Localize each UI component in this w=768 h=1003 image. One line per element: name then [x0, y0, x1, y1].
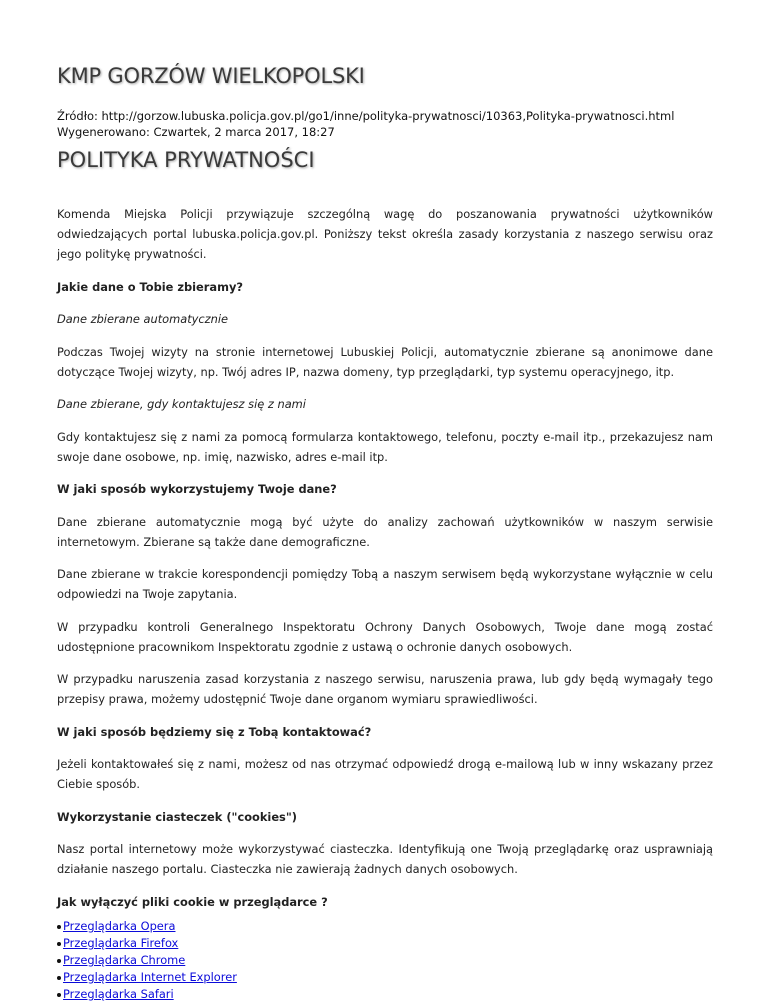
paragraph-auto-data: Podczas Twojej wizyty na stronie internetowej Lubuskiej Policji, automatycznie zbierane są anonimowe dane dotyczące Twojej wizyty, np. Twój adres IP, nazwa domeny, typ przeglądarki, typ systemu operacyjnego, itp.	[57, 344, 713, 379]
paragraph-use-2: Dane zbierane w trakcie korespondencji pomiędzy Tobą a naszym serwisem będą wykorzystane wyłącznie w celu odpowiedzi na Twoje zapytania.	[57, 567, 713, 601]
list-item	[57, 935, 713, 952]
site-title: KMP GORZÓW WIELKOPOLSKI	[57, 64, 365, 88]
list-item	[57, 986, 713, 1003]
link-opera[interactable]: Przeglądarka Opera	[63, 919, 176, 933]
bullet-icon	[57, 976, 61, 980]
list-item	[57, 952, 713, 969]
bullet-icon	[57, 925, 61, 929]
subheading-auto-data: Dane zbierane automatycznie	[57, 312, 229, 326]
heading-data-use: W jaki sposób wykorzystujemy Twoje dane?	[57, 482, 337, 496]
link-safari[interactable]: Przeglądarka Safari	[63, 987, 174, 1001]
generated-line: Wygenerowano: Czwartek, 2 marca 2017, 18:27	[57, 124, 335, 139]
bullet-icon	[57, 942, 61, 946]
heading-disable-cookies: Jak wyłączyć pliki cookie w przeglądarce ?	[57, 894, 328, 909]
bullet-icon	[57, 959, 61, 963]
intro-paragraph: Komenda Miejska Policji przywiązuje szczególną wagę do poszanowania prywatności użytkowników odwiedzających portal lubuska.policja.gov.pl. Poniższy tekst określa zasady korzystania z naszego serwisu oraz jego politykę prywatności.	[57, 207, 713, 261]
source-line: Źródło: http://gorzow.lubuska.policja.gov.pl/go1/inne/polityka-prywatnosci/10363,Polityka-prywatnosci.html	[57, 109, 675, 123]
subheading-contact-data: Dane zbierane, gdy kontaktujesz się z nami	[57, 397, 306, 411]
paragraph-use-1: Dane zbierane automatycznie mogą być użyte do analizy zachowań użytkowników w naszym serwisie internetowym. Zbierane są także dane demograficzne.	[57, 514, 713, 549]
paragraph-use-4: W przypadku naruszenia zasad korzystania z naszego serwisu, naruszenia prawa, lub gdy będą wymagały tego przepisy prawa, możemy udostępnić Twoje dane organom wymiaru sprawiedliwości.	[57, 672, 713, 706]
page-title: POLITYKA PRYWATNOŚCI	[57, 148, 315, 172]
link-firefox[interactable]: Przeglądarka Firefox	[63, 936, 179, 950]
heading-data-collected: Jakie dane o Tobie zbieramy?	[57, 279, 243, 294]
paragraph-contact-you: Jeżeli kontaktowałeś się z nami, możesz od nas otrzymać odpowiedź drogą e-mailową lub w inny wskazany przez Ciebie sposób.	[57, 757, 713, 791]
paragraph-contact-data: Gdy kontaktujesz się z nami za pomocą formularza kontaktowego, telefonu, poczty e-mail itp., przekazujesz nam swoje dane osobowe, np. imię, nazwisko, adres e-mail itp.	[57, 429, 713, 464]
browser-links-list	[57, 918, 713, 1003]
source-meta	[57, 109, 674, 140]
link-chrome[interactable]: Przeglądarka Chrome	[63, 953, 186, 967]
list-item	[57, 969, 713, 986]
list-item	[57, 918, 713, 935]
article-content	[57, 204, 713, 1003]
paragraph-cookies: Nasz portal internetowy może wykorzystywać ciasteczka. Identyfikują one Twoją przeglądarkę oraz usprawniają działanie naszego portalu. Ciasteczka nie zawierają żadnych danych osobowych.	[57, 842, 713, 876]
link-internet-explorer[interactable]: Przeglądarka Internet Explorer	[63, 970, 237, 984]
paragraph-use-3: W przypadku kontroli Generalnego Inspektoratu Ochrony Danych Osobowych, Twoje dane mogą zostać udostępnione pracownikom Inspektoratu zgodnie z ustawą o ochronie danych osobowych.	[57, 619, 713, 654]
heading-contact-you: W jaki sposób będziemy się z Tobą kontaktować?	[57, 724, 372, 739]
heading-cookies: Wykorzystanie ciasteczek ("cookies")	[57, 809, 297, 824]
